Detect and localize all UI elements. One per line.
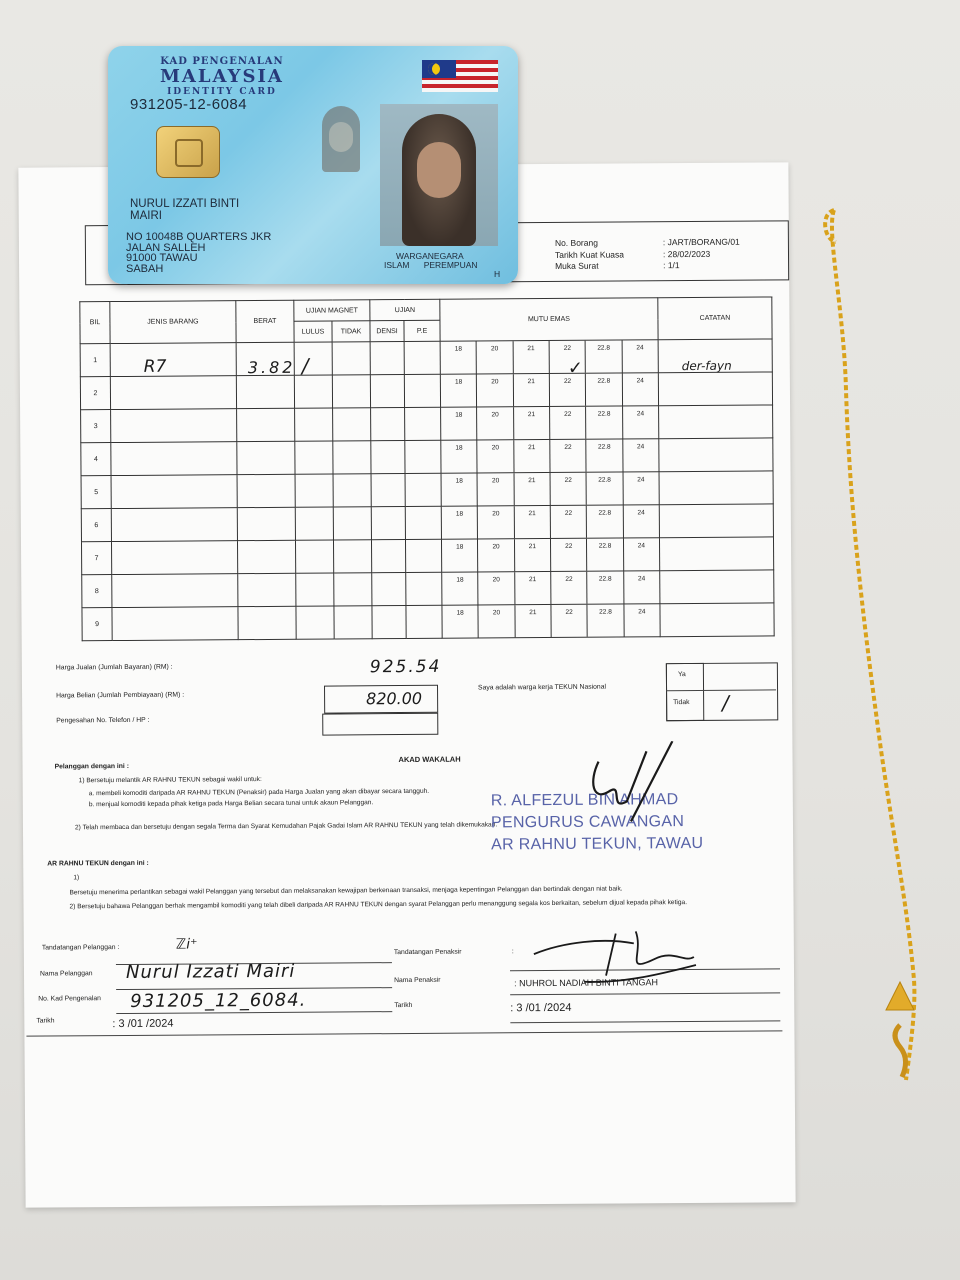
row-bil: 6	[81, 509, 111, 542]
table-row	[82, 603, 774, 641]
no-kad-label: No. Kad Pengenalan	[38, 995, 101, 1003]
header-jenis-barang: JENIS BARANG	[110, 301, 236, 344]
mutu-value: 22.8	[586, 340, 623, 372]
row1-mutu-check: ✓	[567, 357, 583, 379]
mutu-value: 24	[637, 575, 646, 583]
row-catatan	[660, 570, 774, 604]
table-row	[82, 570, 774, 608]
header-densi: DENSI	[370, 321, 404, 342]
row-tidak	[333, 408, 371, 441]
row-mutu-emas	[441, 406, 659, 441]
row-catatan	[659, 537, 773, 571]
mutu-value: 21	[515, 572, 552, 604]
mutu-values	[442, 472, 659, 506]
mutu-value: 21	[515, 605, 552, 637]
row-tidak	[333, 507, 371, 540]
row-catatan	[659, 405, 773, 439]
row-mutu-emas	[440, 340, 658, 375]
tarikh-penaksir-label: Tarikh	[394, 1001, 413, 1010]
row-tidak	[334, 606, 372, 639]
id-religion: ISLAM	[384, 260, 410, 270]
id-addr-line1: NO 10048B QUARTERS JKR	[126, 231, 272, 243]
mutu-value: 20	[477, 374, 514, 406]
row-jenis-barang	[111, 508, 237, 542]
row-mutu-emas	[442, 604, 660, 639]
id-address	[126, 232, 271, 274]
row-bil: 4	[81, 443, 111, 476]
stamp-line2: PENGURUS CAWANGAN	[490, 813, 685, 832]
tarikh-label: Tarikh	[36, 1017, 55, 1025]
nama-penaksir-label: Nama Penaksir	[394, 976, 441, 985]
mutu-values	[441, 373, 658, 407]
id-title-line1: KAD PENGENALAN	[160, 56, 284, 67]
telefon-box	[322, 713, 438, 736]
tarikh-kuat-kuasa-label: Tarikh Kuat Kuasa	[554, 248, 625, 260]
row-lulus	[295, 441, 333, 474]
akad-p2: 2) Telah membaca dan bersetuju dengan segala Terma dan Syarat Kemudahan Pajak Gadai Islam AR RAHNU TEKUN yang telah dikemukakan.	[74, 821, 498, 832]
mutu-value: 18	[442, 572, 479, 604]
row-densi	[371, 474, 405, 507]
mutu-values	[441, 439, 658, 473]
row-densi	[372, 573, 406, 606]
no-borang-value: : JART/BORANG/01	[662, 236, 740, 248]
mutu-value: 24	[636, 410, 645, 418]
header-bil: BIL	[80, 302, 110, 344]
mutu-value: 18	[442, 605, 479, 637]
row-berat	[238, 606, 296, 639]
mutu-value: 24	[636, 377, 644, 385]
mutu-value: 22.8	[587, 538, 624, 570]
no-borang-label: No. Borang	[554, 237, 598, 248]
row-lulus	[296, 606, 334, 639]
tarikh-kuat-kuasa-value: : 28/02/2023	[662, 248, 711, 259]
mutu-value: 18	[441, 441, 478, 473]
table-body	[80, 339, 774, 641]
row-mutu-emas	[441, 538, 659, 573]
row-pe	[404, 374, 440, 407]
mutu-value: 18	[441, 342, 478, 374]
row-catatan	[659, 438, 773, 472]
tandatangan-penaksir-label: Tandatangan Penaksir	[393, 948, 462, 957]
row-bil: 8	[82, 575, 112, 608]
header-mutu-emas: MUTU EMAS	[440, 298, 658, 342]
mutu-values	[441, 406, 658, 440]
id-addr-line3: 91000 TAWAU	[126, 252, 198, 264]
mutu-value: 18	[441, 408, 478, 440]
mutu-values	[442, 538, 659, 572]
penaksir-signature	[524, 923, 704, 994]
mutu-value: 21	[513, 341, 550, 373]
tandatangan-pelanggan-label: Tandatangan Pelanggan :	[41, 944, 120, 952]
akad-p1b: b. menjual komoditi kepada pihak ketiga pada Harga Belian secara tunai untuk akaun Pelanggan.	[88, 799, 374, 809]
row-densi	[371, 408, 405, 441]
mutu-value: 20	[478, 506, 515, 538]
id-name-line1: NURUL IZZATI BINTI	[130, 198, 240, 210]
tidak-label: Tidak	[673, 699, 690, 707]
mutu-value: 21	[515, 539, 552, 571]
row-mutu-emas	[442, 571, 660, 606]
akad-title: AKAD WAKALAH	[398, 754, 461, 765]
row-berat	[238, 573, 296, 606]
row-tidak	[334, 573, 372, 606]
mutu-value: 20	[477, 407, 514, 439]
identity-card	[108, 46, 518, 284]
row-pe	[405, 407, 441, 440]
row-berat	[237, 441, 295, 474]
row-jenis-barang	[112, 607, 238, 641]
rahnu-title: AR RAHNU TEKUN dengan ini :	[47, 859, 149, 868]
row-tidak	[333, 474, 371, 507]
manager-signature	[568, 741, 679, 852]
header-lulus: LULUS	[294, 321, 332, 342]
table-row	[81, 504, 773, 542]
id-mark: H	[494, 269, 501, 279]
id-addr-line4: SABAH	[126, 262, 164, 275]
header-pe: P.E	[404, 320, 440, 341]
mutu-value: 24	[636, 344, 644, 352]
row-catatan	[659, 504, 773, 538]
row-lulus	[295, 540, 333, 573]
row-berat	[237, 540, 295, 573]
mutu-value: 22	[550, 374, 587, 406]
header-ujian-magnet: UJIAN MAGNET	[294, 300, 370, 322]
row-berat	[236, 375, 294, 408]
row-berat	[237, 507, 295, 540]
tarikh-penaksir-value: : 3 /01 /2024	[510, 1001, 572, 1015]
mutu-value: 20	[479, 605, 516, 637]
row-densi	[370, 375, 404, 408]
rahnu-r1: Bersetuju menerima perlantikan sebagai wakil Pelanggan yang tersebut dan melaksanakan kewajipan berkenaan transaksi, menjaga kepentingan Pelanggan dan bertindak dengan niat baik.	[69, 885, 623, 897]
mutu-value: 24	[637, 443, 645, 451]
customer-signature: ℤi⁺	[175, 936, 198, 953]
row-bil: 9	[82, 608, 112, 641]
form-bottom-line	[26, 1030, 782, 1036]
mutu-value: 22	[551, 473, 588, 505]
id-addr-line2: JALAN SALLEH	[126, 241, 206, 254]
nama-pelanggan-handwritten: Nurul Izzati Mairi	[125, 960, 296, 983]
row-jenis-barang	[111, 409, 237, 443]
row-bil: 2	[80, 377, 110, 410]
akad-p1a: a. membeli komoditi daripada AR RAHNU TEKUN (Penaksir) pada Harga Jualan yang akan dibayar secara tangguh.	[88, 787, 430, 798]
tidak-check: /	[722, 690, 729, 715]
mutu-value: 21	[514, 440, 551, 472]
harga-jualan-label: Harga Jualan (Jumlah Bayaran) (RM) :	[55, 663, 173, 672]
row-jenis-barang	[110, 376, 236, 410]
row-berat	[237, 474, 295, 507]
mutu-value: 22	[551, 572, 588, 604]
row1-catatan-handwritten: der-fayn	[681, 358, 732, 374]
row-densi	[371, 441, 405, 474]
row-densi	[371, 540, 405, 573]
id-number: 931205-12-6084	[130, 96, 248, 113]
id-citizenship: WARGANEGARA	[396, 251, 464, 261]
row-lulus	[295, 507, 333, 540]
pengesahan-label: Pengesahan No. Telefon / HP :	[56, 716, 150, 725]
stamp-line3: AR RAHNU TEKUN, TAWAU	[491, 834, 704, 854]
mutu-value: 21	[514, 374, 551, 406]
muka-surat-value: : 1/1	[663, 260, 680, 271]
row-tidak	[333, 441, 371, 474]
mutu-value: 24	[638, 608, 646, 616]
mutu-values	[442, 571, 659, 605]
row-mutu-emas	[441, 439, 659, 474]
row-pe	[405, 440, 441, 473]
header-ujian: UJIAN	[370, 299, 440, 320]
mutu-values	[441, 340, 658, 374]
mutu-value: 22.8	[586, 406, 623, 438]
mutu-values	[442, 505, 659, 539]
items-table	[79, 296, 774, 641]
pelanggan-title: Pelanggan dengan ini :	[54, 762, 129, 771]
mutu-value: 22.8	[586, 373, 623, 405]
row-catatan	[660, 603, 774, 637]
mutu-value: 21	[514, 506, 551, 538]
mutu-value: 22	[551, 605, 588, 637]
row-catatan	[659, 471, 773, 505]
mutu-value: 21	[514, 473, 551, 505]
row-jenis-barang	[111, 475, 237, 509]
row-jenis-barang	[111, 442, 237, 476]
row1-lulus-check: /	[301, 353, 309, 378]
mutu-value: 20	[477, 341, 514, 373]
row-mutu-emas	[440, 373, 658, 408]
row-pe	[406, 572, 442, 605]
mutu-value: 18	[442, 506, 479, 538]
mutu-value: 22	[550, 407, 587, 439]
row-bil: 7	[81, 542, 111, 575]
row-lulus	[294, 342, 332, 375]
id-title-line2: MALAYSIA	[160, 66, 284, 87]
mutu-value: 22	[551, 539, 588, 571]
row-pe	[405, 539, 441, 572]
malaysia-flag-icon	[422, 60, 498, 92]
row-lulus	[295, 408, 333, 441]
mutu-value: 22.8	[587, 439, 624, 471]
warga-text: Saya adalah warga kerja TEKUN Nasional	[477, 683, 606, 692]
id-name	[130, 198, 239, 222]
row-pe	[405, 473, 441, 506]
harga-belian-label: Harga Belian (Jumlah Pembiayaan) (RM) :	[56, 691, 185, 700]
header-berat: BERAT	[236, 300, 294, 342]
mutu-value: 20	[478, 440, 515, 472]
mutu-value: 18	[442, 474, 479, 506]
nama-penaksir-value: : NUHROL NADIAH BINTI TANGAH	[514, 977, 658, 989]
table-row	[81, 471, 773, 509]
mutu-value: 20	[478, 539, 515, 571]
row-densi	[370, 342, 404, 375]
mutu-value: 22	[550, 440, 587, 472]
mutu-value: 22.8	[588, 571, 625, 603]
mutu-value: 24	[637, 509, 645, 517]
mutu-value: 20	[479, 572, 516, 604]
rahnu-r1-num: 1)	[73, 874, 80, 882]
row-pe	[406, 605, 442, 638]
no-kad-handwritten: 931205_12_6084.	[130, 989, 307, 1012]
akad-p1: 1) Bersetuju melantik AR RAHNU TEKUN sebagai wakil untuk:	[78, 776, 262, 785]
id-title-line3: IDENTITY CARD	[167, 87, 277, 97]
mutu-value: 20	[478, 473, 515, 505]
row-bil: 1	[80, 344, 110, 377]
header-catatan: CATATAN	[658, 297, 772, 340]
row-jenis-barang	[111, 541, 237, 575]
mutu-value: 18	[442, 539, 479, 571]
row1-jenis-handwritten: R7	[143, 356, 167, 377]
id-citizenship-block	[384, 252, 500, 279]
mutu-value: 18	[441, 375, 478, 407]
table-row	[81, 405, 773, 443]
table-row	[80, 372, 772, 410]
mutu-value: 24	[637, 542, 645, 550]
row-jenis-barang	[110, 343, 236, 377]
header-tidak: TIDAK	[332, 321, 370, 342]
pawn-form-sheet	[18, 162, 795, 1207]
gold-bracelet	[806, 190, 946, 1110]
row-mutu-emas	[441, 505, 659, 540]
row-densi	[371, 507, 405, 540]
row-lulus	[296, 573, 334, 606]
penaksir-colon: :	[511, 948, 514, 956]
chip-icon	[156, 126, 220, 178]
harga-jualan-handwritten: 925.54	[369, 656, 442, 678]
ya-label: Ya	[677, 671, 686, 679]
penaksir-line-3	[510, 1020, 780, 1023]
form-meta	[555, 237, 740, 273]
mutu-values	[442, 604, 659, 638]
row-lulus	[294, 375, 332, 408]
id-name-line2: MAIRI	[130, 210, 162, 222]
row-berat	[237, 408, 295, 441]
row-tidak	[332, 375, 370, 408]
harga-belian-handwritten: 820.00	[366, 688, 423, 709]
id-gender: PEREMPUAN	[423, 260, 478, 270]
stamp-line1: R. ALFEZUL BIN AHMAD	[490, 791, 679, 810]
nama-pelanggan-label: Nama Pelanggan	[39, 970, 93, 978]
row1-berat-handwritten: 3.82	[247, 357, 296, 378]
id-religion-gender	[384, 261, 500, 270]
table-row	[81, 438, 773, 476]
mutu-value: 21	[514, 407, 551, 439]
table-row	[81, 537, 773, 575]
mutu-value: 22.8	[588, 604, 625, 636]
row-bil: 5	[81, 476, 111, 509]
mutu-value: 22	[550, 341, 587, 373]
table-row	[80, 339, 772, 377]
row-pe	[404, 341, 440, 374]
rahnu-r2: 2) Bersetuju bahawa Pelanggan berhak mengambil komoditi yang telah dibeli daripada AR RAHNU TEKUN dengan syarat Pelanggan perlu menanggung segala kos berkaitan, sebelum dijual kepada pihak ketiga.	[69, 899, 688, 911]
row-jenis-barang	[112, 574, 238, 608]
row-pe	[405, 506, 441, 539]
mutu-value: 22.8	[587, 472, 624, 504]
mutu-value: 22.8	[587, 505, 624, 537]
id-card-title	[160, 56, 284, 98]
muka-surat-label: Muka Surat	[555, 260, 599, 271]
id-photo	[380, 104, 498, 246]
row-bil: 3	[81, 410, 111, 443]
row-mutu-emas	[441, 472, 659, 507]
mutu-value: 24	[637, 476, 645, 484]
ghost-photo	[316, 104, 366, 174]
row-densi	[372, 606, 406, 639]
row-tidak	[333, 540, 371, 573]
row-tidak	[332, 342, 370, 375]
tarikh-value: : 3 /01 /2024	[112, 1017, 174, 1031]
row-lulus	[295, 474, 333, 507]
mutu-value: 22	[551, 506, 588, 538]
row-catatan	[658, 372, 772, 406]
